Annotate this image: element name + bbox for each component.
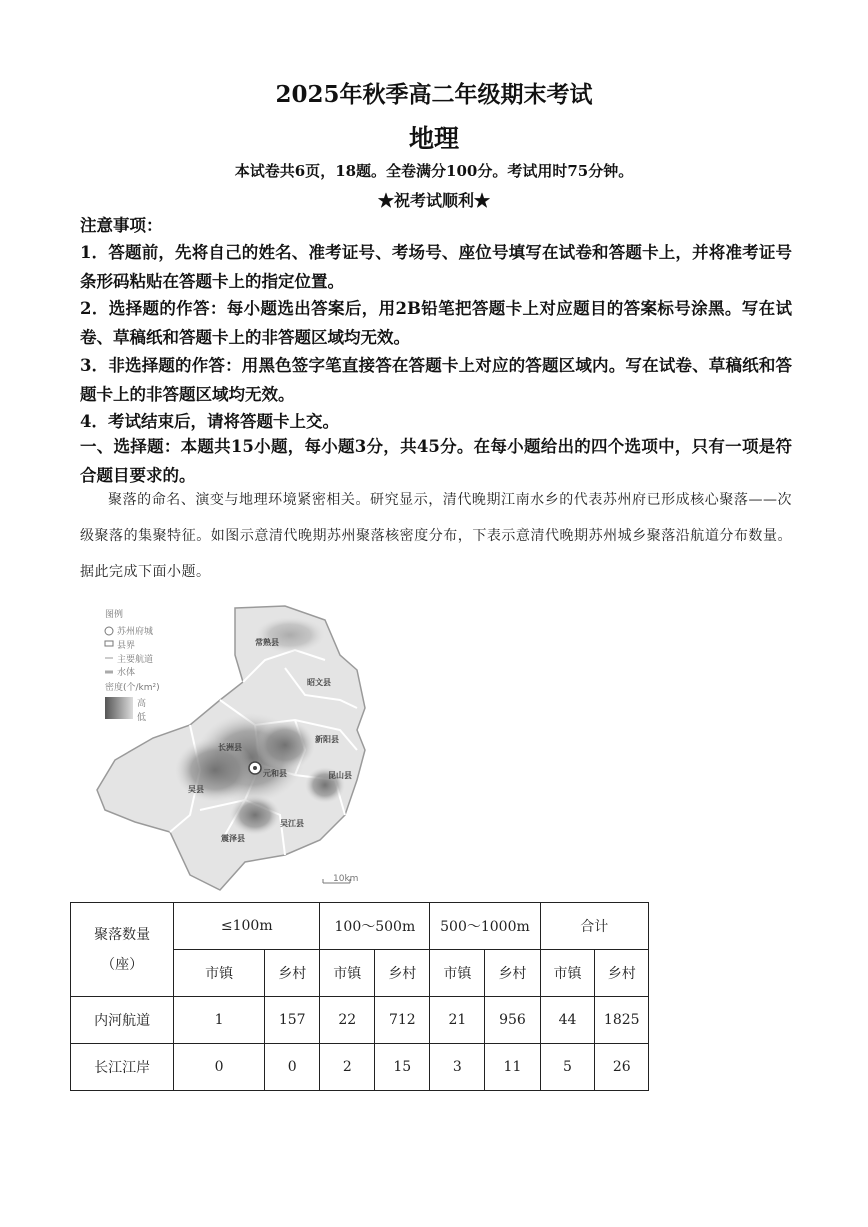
row-label: 内河航道 bbox=[71, 997, 174, 1044]
table-subheader: 乡村 bbox=[375, 950, 430, 997]
table-cell: 2 bbox=[320, 1044, 375, 1091]
table-subheader: 市镇 bbox=[174, 950, 265, 997]
exam-title: 2025年秋季高二年级期末考试 bbox=[275, 81, 593, 108]
map-legend bbox=[105, 608, 160, 723]
legend-item: 主要航道 bbox=[117, 655, 154, 665]
legend-title: 图例 bbox=[105, 610, 124, 620]
legend-item: 低 bbox=[137, 713, 147, 723]
question-stem bbox=[80, 482, 792, 590]
legend-item: 密度(个/km²) bbox=[105, 683, 160, 693]
table-cell: 5 bbox=[540, 1044, 595, 1091]
table-row bbox=[71, 1044, 649, 1091]
table-cell: 956 bbox=[485, 997, 540, 1044]
note-item: 2．选择题的作答：每小题选出答案后，用2B铅笔把答题卡上对应题目的答案标号涂黑。写在试卷、草稿纸和答题卡上的非答题区域均无效。 bbox=[80, 299, 792, 347]
map-scale bbox=[323, 874, 358, 884]
table-cell: 0 bbox=[265, 1044, 320, 1091]
notes-heading: 注意事项： bbox=[80, 216, 163, 235]
county-label: 吴江县 bbox=[280, 819, 304, 828]
section-heading: 一、选择题：本题共15小题，每小题3分，共45分。在每小题给出的四个选项中，只有一项是符合题目要求的。 bbox=[80, 437, 792, 485]
settlement-table bbox=[70, 902, 649, 1091]
table-cell: 0 bbox=[174, 1044, 265, 1091]
table-cell: 44 bbox=[540, 997, 595, 1044]
row-label: 长江江岸 bbox=[71, 1044, 174, 1091]
exam-info: 本试卷共6页，18题。全卷满分100分。考试用时75分钟。 bbox=[234, 162, 634, 180]
table-cell: 1 bbox=[174, 997, 265, 1044]
table-subheader: 市镇 bbox=[540, 950, 595, 997]
table-row bbox=[71, 997, 649, 1044]
table-cell: 15 bbox=[375, 1044, 430, 1091]
legend-item: 苏州府城 bbox=[117, 627, 154, 637]
table-subheader: 市镇 bbox=[320, 950, 375, 997]
note-item: 3．非选择题的作答：用黑色签字笔直接答在答题卡上对应的答题区域内。写在试卷、草稿纸和答题卡上的非答题区域均无效。 bbox=[80, 356, 792, 404]
legend-item: 水体 bbox=[117, 668, 136, 678]
note-item: 4．考试结束后，请将答题卡上交。 bbox=[80, 412, 339, 431]
note-item: 1．答题前，先将自己的姓名、准考证号、考场号、座位号填写在试卷和答题卡上，并将准考证号条形码粘贴在答题卡上的指定位置。 bbox=[80, 243, 792, 291]
table-corner-header: 聚落数量 （座） bbox=[71, 903, 174, 997]
settlement-density-map bbox=[95, 600, 395, 895]
table-subheader: 市镇 bbox=[430, 950, 485, 997]
stem-text: 聚落的命名、演变与地理环境紧密相关。研究显示，清代晚期江南水乡的代表苏州府已形成核心聚落——次级聚落的集聚特征。如图示意清代晚期苏州聚落核密度分布，下表示意清代晚期苏州城乡聚落沿航道分布数量。据此完成下面小题。 bbox=[80, 492, 792, 580]
table-cell: 157 bbox=[265, 997, 320, 1044]
county-label: 新阳县 bbox=[315, 735, 339, 744]
county-label: 常熟县 bbox=[255, 638, 279, 647]
table-subheader: 乡村 bbox=[265, 950, 320, 997]
table-subheader: 乡村 bbox=[595, 950, 649, 997]
table-cell: 26 bbox=[595, 1044, 649, 1091]
table-cell: 21 bbox=[430, 997, 485, 1044]
county-label: 昭文县 bbox=[307, 678, 331, 687]
county-label: 吴县 bbox=[188, 785, 204, 794]
blessing: ★祝考试顺利★ bbox=[377, 191, 490, 210]
table-cell: 1825 bbox=[595, 997, 649, 1044]
table-cell: 712 bbox=[375, 997, 430, 1044]
table-group-header: 500～1000m bbox=[430, 903, 540, 950]
table-group-header: 100～500m bbox=[320, 903, 430, 950]
table-cell: 22 bbox=[320, 997, 375, 1044]
legend-item: 县界 bbox=[117, 641, 136, 651]
table-group-header: 合计 bbox=[540, 903, 648, 950]
county-label: 长洲县 bbox=[218, 743, 242, 752]
subject-title: 地理 bbox=[408, 124, 459, 153]
county-label: 元和县 bbox=[263, 769, 287, 778]
table-subheader: 乡村 bbox=[485, 950, 540, 997]
table-cell: 11 bbox=[485, 1044, 540, 1091]
scale-label: 10km bbox=[333, 874, 359, 884]
legend-item: 高 bbox=[137, 699, 147, 709]
county-label: 震泽县 bbox=[221, 834, 245, 843]
table-cell: 3 bbox=[430, 1044, 485, 1091]
table-group-header: ≤100m bbox=[174, 903, 320, 950]
county-label: 昆山县 bbox=[328, 771, 352, 780]
